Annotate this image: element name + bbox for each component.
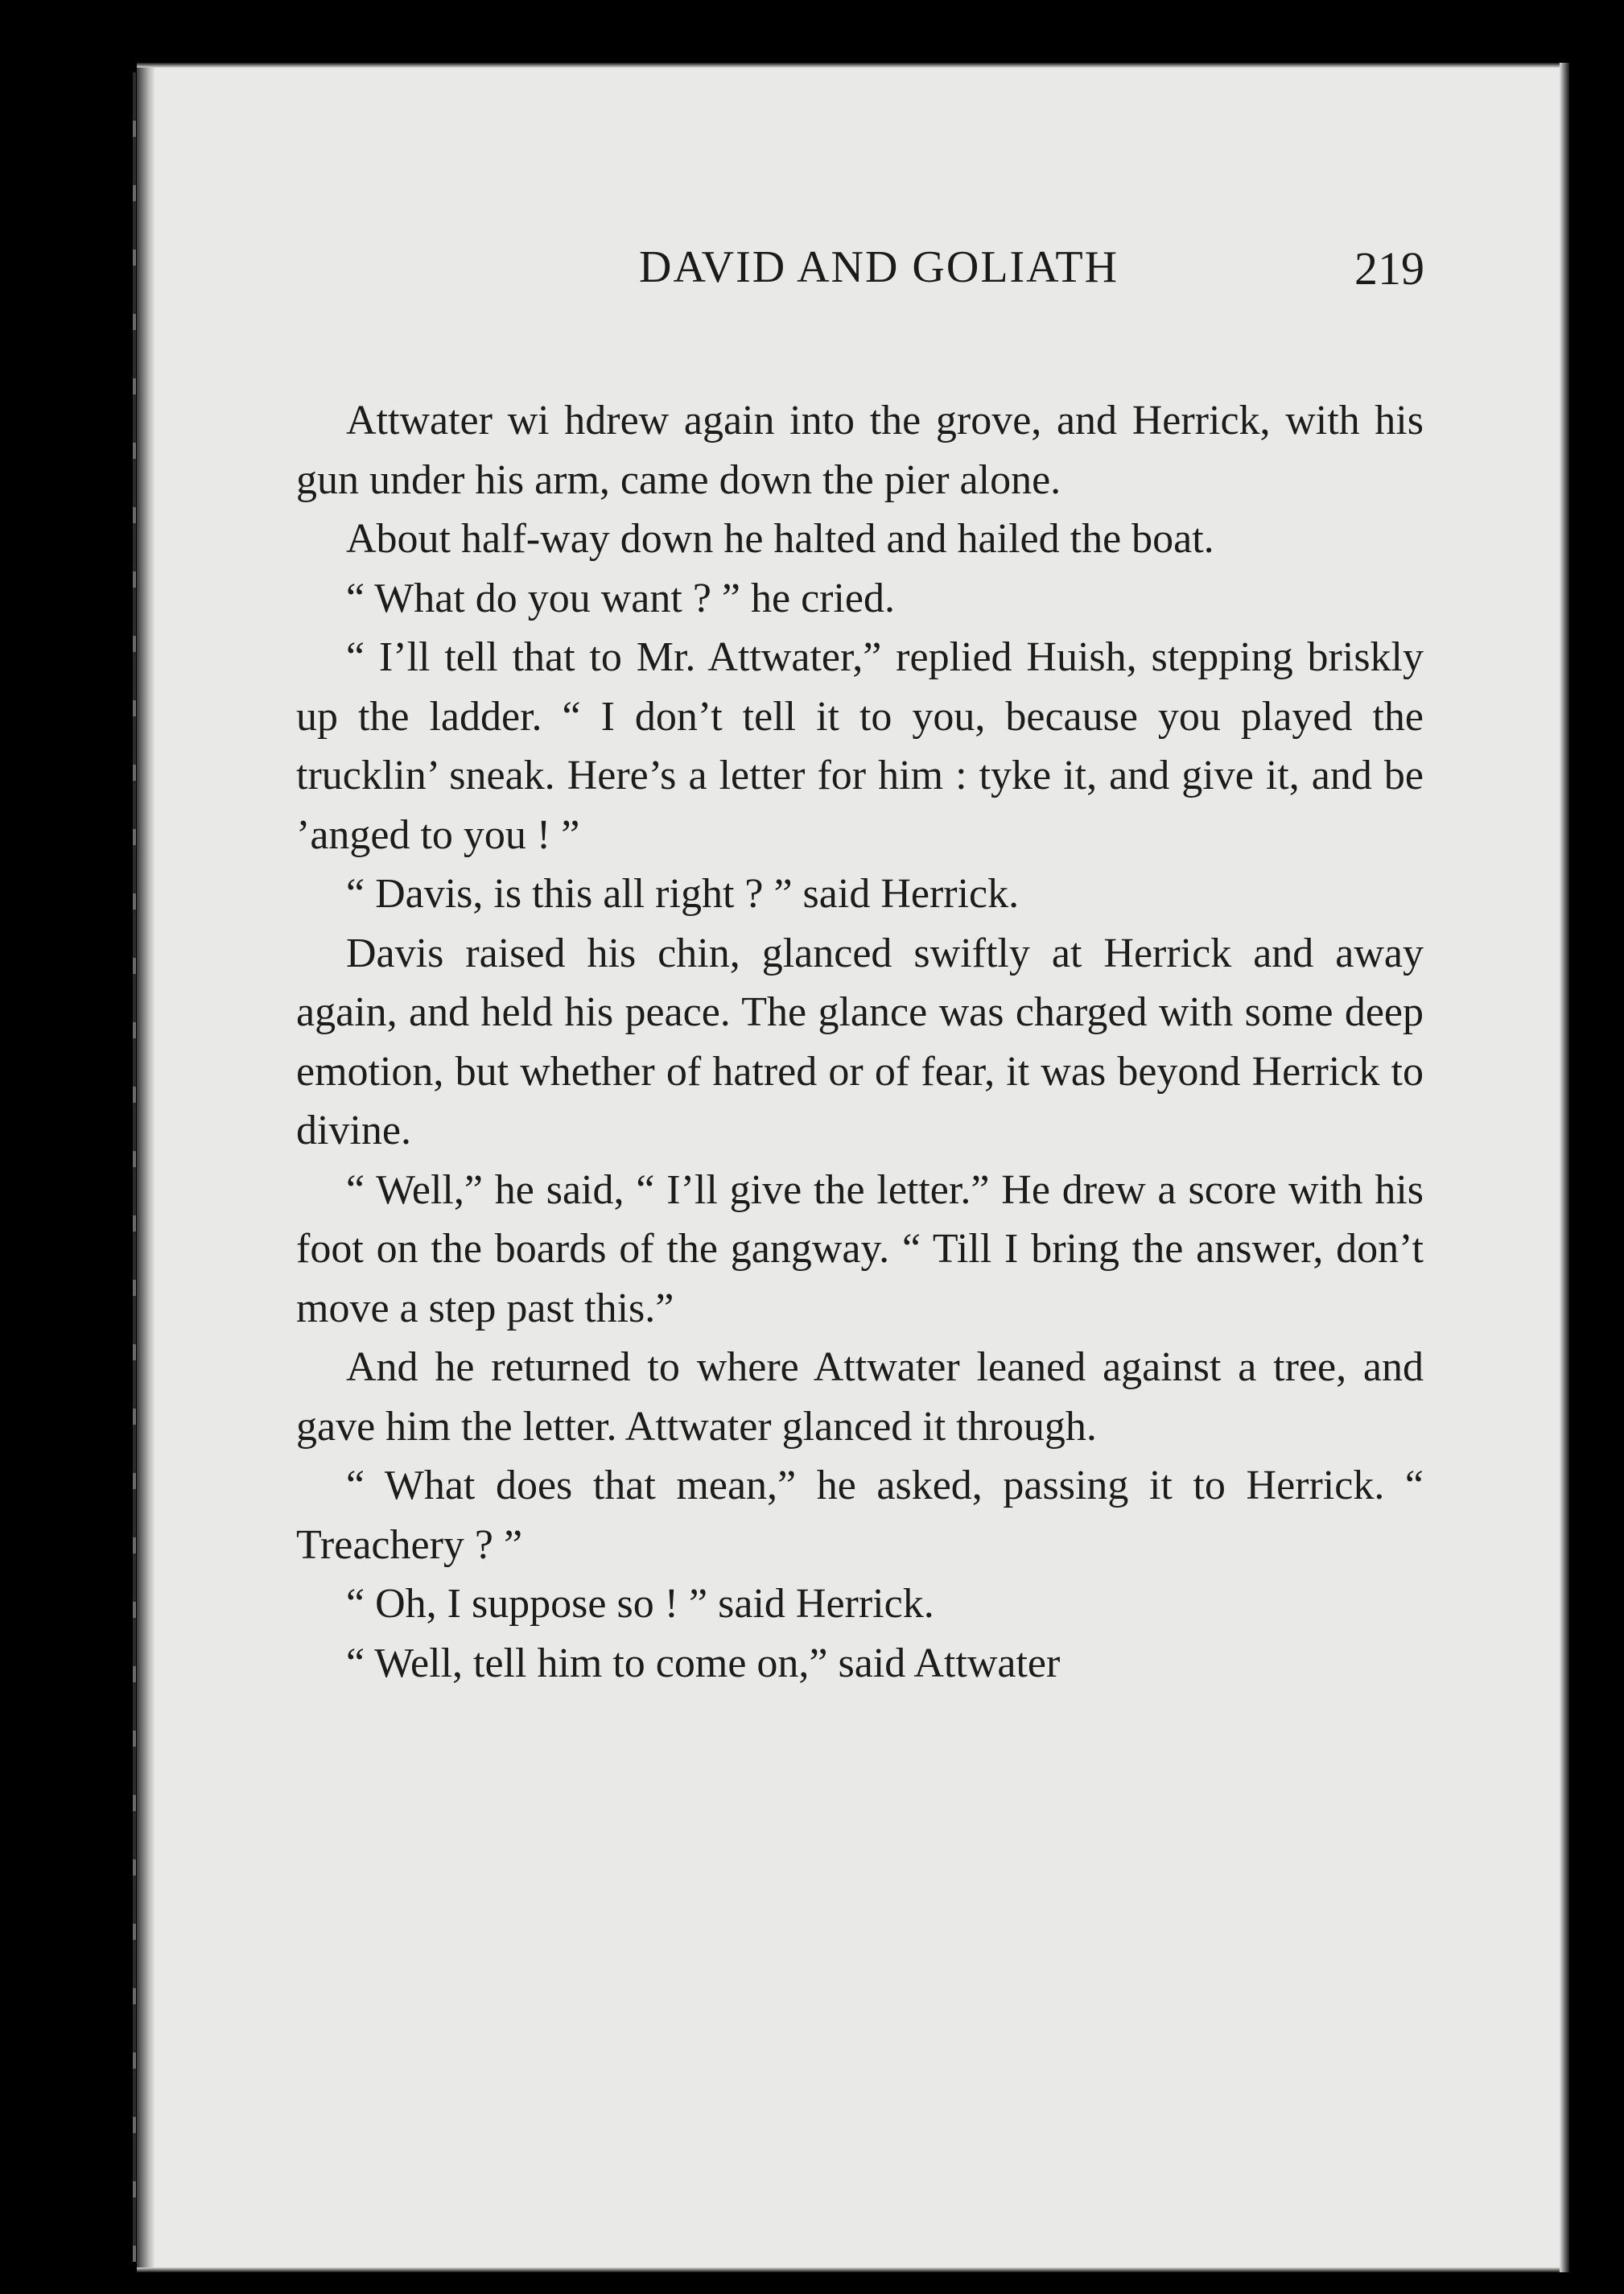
page-edge-bottom bbox=[137, 2267, 1569, 2272]
paragraph: Davis raised his chin, glanced swiftly at Herrick and away again, and held his peace. The glance was charged with some deep emotion, but whether of hatred or of fear, it was beyond Herrick to divine. bbox=[296, 930, 1424, 1153]
gutter-shadow bbox=[137, 63, 155, 2272]
body-text bbox=[296, 391, 1424, 1693]
paragraph: Attwater wi hdrew again into the grove, and Herrick, with his gun under his arm, came down the pier alone. bbox=[296, 398, 1424, 503]
paragraph: “ Davis, is this all right ? ” said Herrick. bbox=[346, 871, 1020, 917]
running-head bbox=[298, 241, 1424, 314]
page-number: 219 bbox=[1354, 242, 1424, 295]
binding-edge bbox=[133, 72, 136, 2262]
paragraph: “ Well,” he said, “ I’ll give the letter.” He drew a score with his foot on the boards of the gangway. “ Till I bring the answer, don’t move a step past this.” bbox=[296, 1166, 1424, 1331]
paragraph: “ Oh, I suppose so ! ” said Herrick. bbox=[346, 1581, 934, 1627]
running-title: DAVID AND GOLIATH bbox=[639, 242, 1119, 292]
paragraph: About half-way down he halted and hailed the boat. bbox=[346, 516, 1214, 562]
paragraph: “ I’ll tell that to Mr. Attwater,” replied Huish, stepping briskly up the ladder. “ I don’t tell it to you, because you played the trucklin’ sneak. Here’s a letter for him : tyke it, and give it, and be ’anged to you ! ” bbox=[296, 634, 1424, 858]
paragraph: And he returned to where Attwater leaned against a tree, and gave him the letter. Attwater glanced it through. bbox=[296, 1344, 1424, 1450]
page-edge-top bbox=[137, 63, 1569, 68]
paragraph: “ What do you want ? ” he cried. bbox=[346, 575, 895, 621]
book-page bbox=[137, 63, 1569, 2272]
page-edge-right bbox=[1560, 63, 1569, 2272]
paragraph: “ What does that mean,” he asked, passing it to Herrick. “ Treachery ? ” bbox=[296, 1463, 1424, 1568]
paragraph: “ Well, tell him to come on,” said Attwater bbox=[346, 1640, 1061, 1686]
